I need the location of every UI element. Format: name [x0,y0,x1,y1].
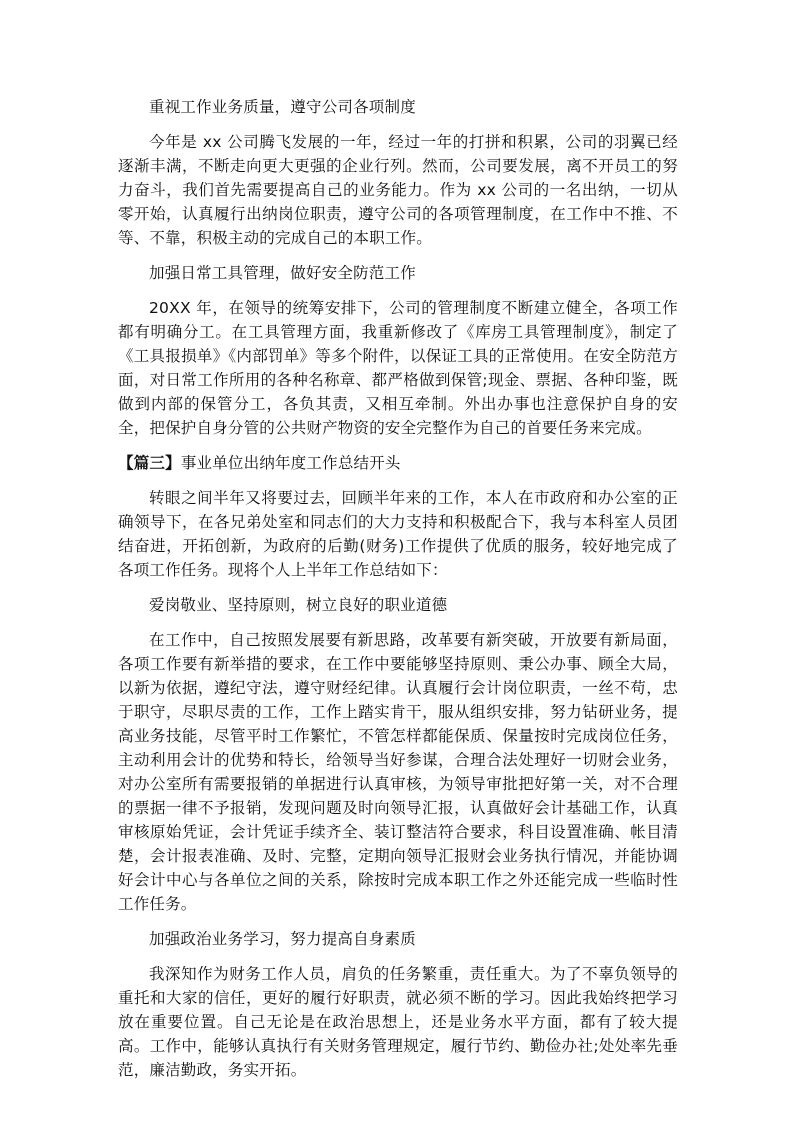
heading-tool-management: 加强日常工具管理，做好安全防范工作 [149,264,416,282]
paragraph-accounting-duties: 在工作中，自己按照发展要有新思路，改革要有新突破，开放要有新局面，各项工作要有新举措的要求，在工作中要能够坚持原则、秉公办事、顾全大局，以新为依据，遵纪守法，遵守财经纪律。认真履行会计岗位职责，一丝不苟，忠于职守，尽职尽责的工作，工作上踏实肯干，服从组织安排，努力钻研业务，提高业务技能，尽管平时工作繁忙，不管怎样都能保质、保量按时完成岗位任务，主动利用会计的优势和特长，给领导当好参谋，合理合法处理好一切财会业务，对办公室所有需要报销的单据进行认真审核，为领导审批把好第一关，对不合理的票据一律不予报销，发现问题及时向领导汇报，认真做好会计基础工作，认真审核原始凭证，会计凭证手续齐全、装订整洁符合要求，科目设置准确、帐目清楚，会计报表准确、及时、完整，定期向领导汇报财会业务执行情况，并能协调好会计中心与各单位之间的关系，除按时完成本职工作之外还能完成一些临时性工作任务。 [118,631,678,913]
heading-political-study: 加强政治业务学习，努力提高自身素质 [149,930,416,948]
heading-work-quality: 重视工作业务质量，遵守公司各项制度 [149,98,416,116]
section-title [118,451,678,475]
document-body [118,95,678,1082]
paragraph-half-year-review: 转眼之间半年又将要过去，回顾半年来的工作，本人在市政府和办公室的正确领导下，在各兄弟处室和同志们的大力支持和积极配合下，我与本科室人员团结奋进，开拓创新，为政府的后勤(财务)工作提供了优质的服务，较好地完成了各项工作任务。现将个人上半年工作总结如下： [118,489,678,579]
section-number: 【篇三】 [118,454,181,472]
section-title-text: 事业单位出纳年度工作总结开头 [180,454,401,472]
paragraph-tool-safety: 20XX 年，在领导的统筹安排下，公司的管理制度不断建立健全，各项工作都有明确分工。在工具管理方面，我重新修改了《库房工具管理制度》，制定了《工具报损单》《内部罚单》等多个附件，以保证工具的正常使用。在安全防范方面，对日常工作所用的各种名称章、都严格做到保管;现金、票据、各种印鉴，既做到内部的保管分工，各负其责，又相互牵制。外出办事也注意保护自身的安全，把保护自身分管的公共财产物资的安全完整作为自己的首要任务来完成。 [118,299,678,437]
heading-professional-ethics: 爱岗敬业、坚持原则，树立良好的职业道德 [149,596,448,614]
paragraph-company-growth: 今年是 xx 公司腾飞发展的一年，经过一年的打拼和积累，公司的羽翼已经逐渐丰满，不断走向更大更强的企业行列。然而，公司要发展，离不开员工的努力奋斗，我们首先需要提高自己的业务能力。作为 xx 公司的一名出纳，一切从零开始，认真履行出纳岗位职责，遵守公司的各项管理制度，在工作中不推、不等、不靠，积极主动的完成自己的本职工作。 [118,133,678,247]
paragraph-self-improvement: 我深知作为财务工作人员，肩负的任务繁重，责任重大。为了不辜负领导的重托和大家的信任，更好的履行好职责，就必须不断的学习。因此我始终把学习放在重要位置。自己无论是在政治思想上，还是业务水平方面，都有了较大提高。工作中，能够认真执行有关财务管理规定，履行节约、勤俭办社;处处率先垂范，廉洁勤政，务实开拓。 [118,965,678,1079]
